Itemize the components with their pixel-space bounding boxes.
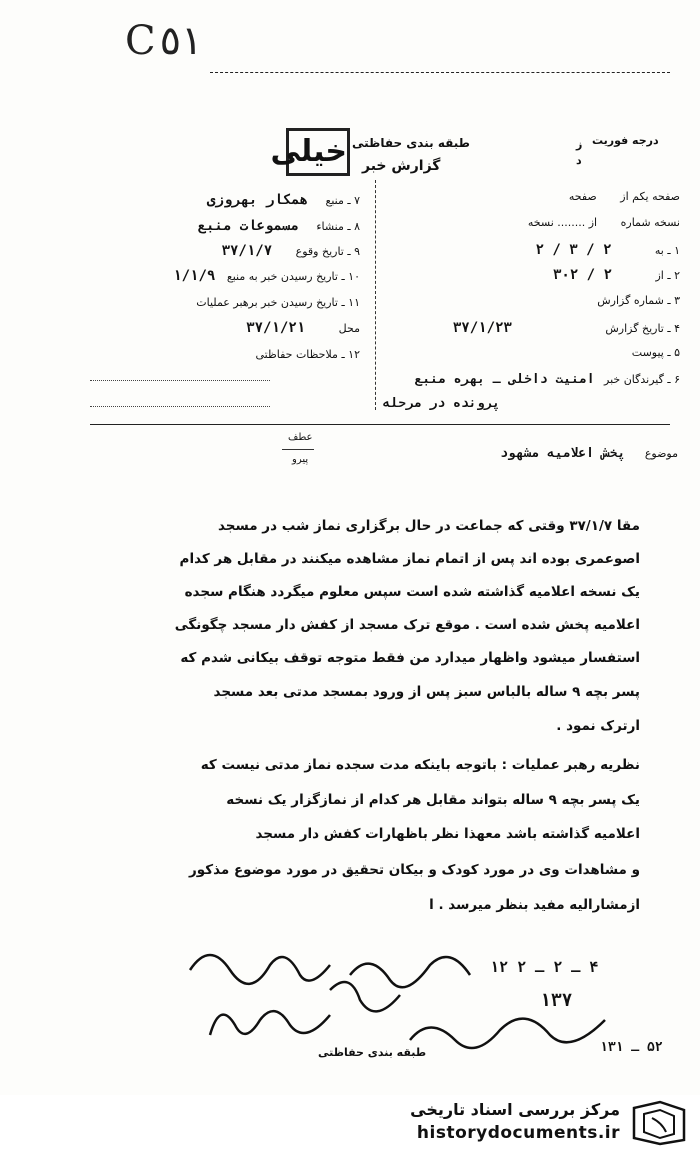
- field-label: ۱۱ ـ تاریخ رسیدن خبر برهبر عملیات: [196, 296, 360, 309]
- field-occurrence-date: [222, 243, 360, 259]
- priority-label: درجه فوریت: [592, 134, 659, 147]
- date-stamp: ۴ ـ ۲ ـ ۲ ۱۲: [490, 958, 599, 976]
- field-recipients: [415, 372, 680, 387]
- body-line: یک پسر بچه ۹ ساله بتواند مقابل هر کدام از نمازگزار یک نسخه: [226, 792, 640, 808]
- field-origin: [198, 218, 360, 234]
- body-line: مقا ۳۷/۱/۷ وقتی که جماعت در حال برگزاری نماز شب در مسجد: [217, 518, 640, 534]
- field-label: ۱ ـ به: [654, 244, 680, 257]
- body-line: ازمشارالیه مفید بنظر میرسد . ا: [429, 897, 640, 913]
- field-value: از ........ نسخه: [527, 216, 598, 229]
- margin-divider: [282, 449, 314, 450]
- subject-value: پخش اعلامیه مشهود: [500, 446, 626, 461]
- field-source-received-date: [173, 268, 360, 284]
- dotted-line: [90, 406, 270, 407]
- field-to: [535, 242, 680, 258]
- archive-name: مرکز بررسی اسناد تاریخی: [410, 1100, 620, 1119]
- field-page: [569, 190, 680, 203]
- body-line: اعلامیه گذاشته باشد معهذا نظر باظهارات کفش دار مسجد: [255, 826, 640, 842]
- field-label: ۲ ـ از: [655, 269, 680, 282]
- form-divider: [375, 180, 376, 410]
- field-value: مسموعات منبع: [197, 218, 299, 234]
- body-line: پسر بچه ۹ ساله بالباس سبز پس از ورود بمسجد مدتی بعد مسجد: [213, 684, 640, 700]
- field-value: ۱/۱/۹: [173, 268, 216, 284]
- header-rule: [90, 424, 670, 425]
- body-line: اعلامیه پخش شده است . موقع ترک مسجد از کفش دار مسجد چگونگی: [174, 617, 640, 633]
- report-title: گزارش خبر: [362, 158, 441, 174]
- field-value: امنیت داخلی ـ بهره منبع: [414, 372, 595, 387]
- footer-classification: طبقه بندی حفاظتی: [318, 1046, 427, 1059]
- field-value: ۲ / ۳۰۲: [552, 267, 612, 283]
- side-number: ۵۲ ـ ۱۳۱: [600, 1040, 663, 1055]
- secrecy-label: د: [576, 154, 582, 167]
- top-rule: [210, 72, 670, 73]
- archive-url[interactable]: historydocuments.ir: [416, 1123, 620, 1143]
- field-label: ۵ ـ پیوست: [631, 346, 680, 359]
- field-label: ۴ ـ تاریخ گزارش: [605, 322, 680, 335]
- body-line: استفسار میشود واظهار میدارد من فقط متوجه توقف بیکانی شدم که: [180, 650, 640, 666]
- field-from: [553, 267, 680, 283]
- margin-note-bottom: پیرو: [292, 454, 309, 465]
- field-value: ۳۷/۱/۲۳: [452, 320, 512, 336]
- body-line: نظریه رهبر عملیات : باتوجه باینکه مدت سجده نماز مدتی نیست که: [200, 757, 640, 773]
- archive-logo-icon: [630, 1100, 688, 1146]
- field-label: ۳ ـ شماره گزارش: [597, 294, 680, 307]
- field-value: ۲ / ۳ / ۲: [535, 242, 612, 258]
- field-label: محل: [338, 322, 360, 335]
- body-line: اصوعمری بوده اند پس از اتمام نماز مشاهده میکنند در مقابل هر کدام: [179, 551, 640, 567]
- field-label: نسخه شماره: [620, 216, 680, 229]
- subject-label: موضوع: [644, 447, 678, 460]
- field-report-number: [597, 294, 680, 307]
- field-value: صفحه: [568, 190, 597, 203]
- field-label: ۶ ـ گیرندگان خبر: [604, 373, 680, 386]
- field-attachment: [632, 346, 680, 359]
- field-label: ۹ ـ تاریخ وقوع: [295, 245, 360, 258]
- field-value: ۳۷/۱/۷: [221, 243, 273, 259]
- field-location: [246, 320, 360, 336]
- field-security-notes: [256, 348, 361, 361]
- body-line: و مشاهدات وی در مورد کودک و بیکان تحقیق در مورد موضوع مذکور: [189, 862, 640, 878]
- field-label: ۸ ـ منشاء: [316, 220, 360, 233]
- body-line: ارترک نمود .: [556, 718, 640, 734]
- field-label: ۱۰ ـ تاریخ رسیدن خبر به منبع: [226, 270, 360, 283]
- subject-row: [500, 446, 678, 461]
- field-source: [207, 192, 360, 208]
- signature-lower-right: [400, 1005, 620, 1055]
- body-line: یک نسخه اعلامیه گذاشته شده است سپس معلوم میگردد هنگام سجده: [184, 584, 640, 600]
- number-stamp: ۱۳۷: [540, 990, 573, 1011]
- classification-line: طبقه بندی حفاظتی: [352, 136, 470, 150]
- dotted-line: [90, 380, 270, 381]
- field-label: صفحه یکم از: [620, 190, 680, 203]
- signature-lower-left: [200, 995, 340, 1045]
- handwritten-mark: C٥١: [125, 18, 203, 64]
- field-leader-received-date: [196, 296, 360, 309]
- field-value: ۳۷/۱/۲۱: [246, 320, 306, 336]
- field-value: همکار بهروزی: [206, 192, 308, 208]
- extra-note: پرونده در مرحله: [382, 396, 500, 411]
- field-label: ۱۲ ـ ملاحظات حفاظتی: [255, 348, 360, 361]
- field-label: ۷ ـ منبع: [325, 194, 360, 207]
- secrecy-stamp: خیلی: [286, 128, 350, 176]
- priority-value: ز: [576, 138, 583, 151]
- field-copy-number: [528, 216, 680, 229]
- margin-note-top: عطف: [288, 432, 313, 443]
- field-report-date: [453, 320, 680, 336]
